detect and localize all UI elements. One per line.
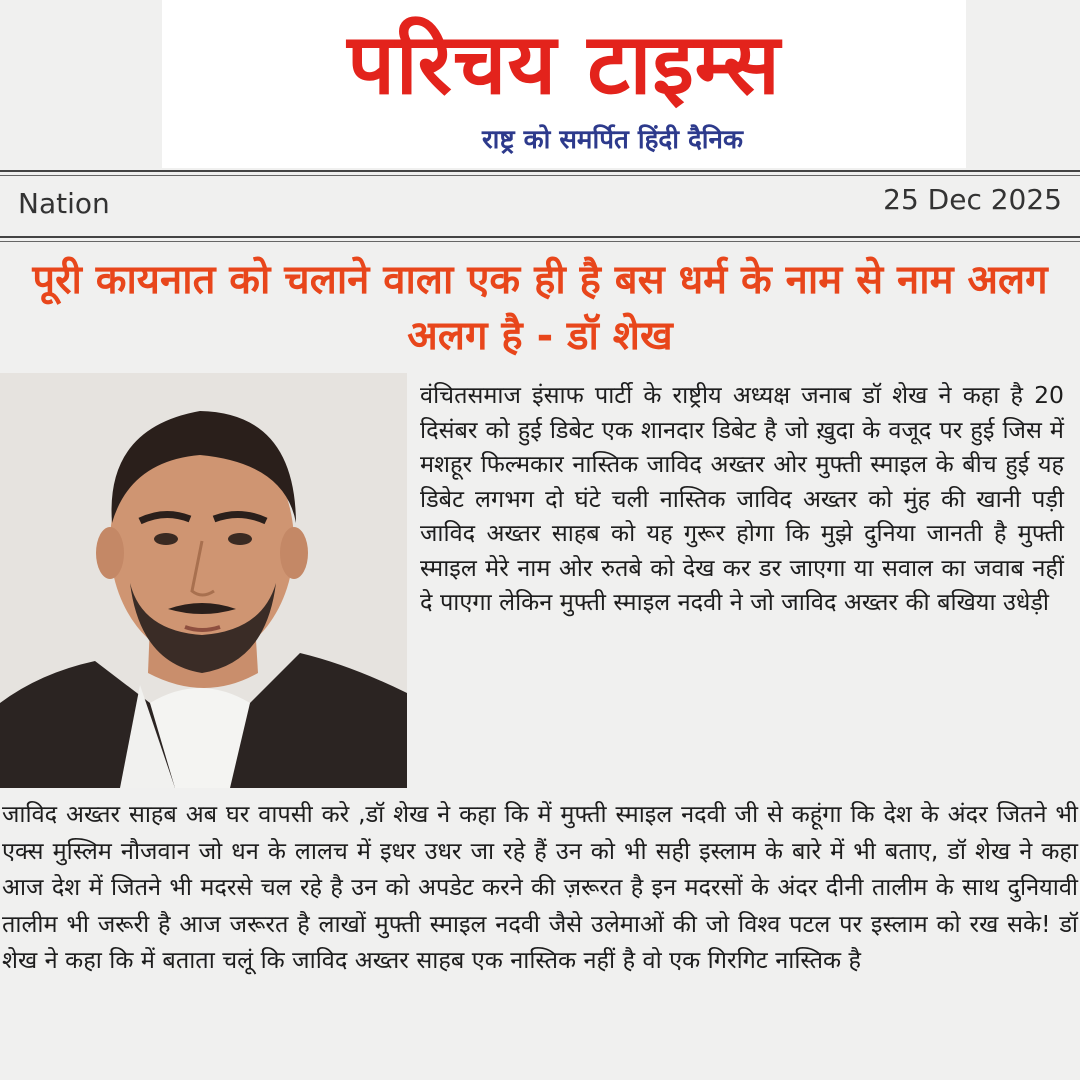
publish-date: 25 Dec 2025 [883,183,1062,216]
masthead-title: परिचय टाइम्स [347,15,781,113]
top-divider-inner [0,175,1080,176]
article-paragraph-1: वंचितसमाज इंसाफ पार्टी के राष्ट्रीय अध्यक्ष जनाब डॉ शेख ने कहा है 20 दिसंबर को हुई डिबेट एक शानदार डिबेट है जो ख़ुदा के वजूद पर हुई जिस में मशहूर फिल्मकार नास्तिक जाविद अख्तर ओर मुफ्ती स्माइल के बीच हुई यह डिबेट लगभग दो घंटे चली नास्तिक जाविद अख्तर को मुंह की खानी पड़ी जाविद अख्तर साहब को यह गुरूर होगा कि मुझे दुनिया जानती है मुफ्ती स्माइल मेरे नाम ओर रुतबे को देख कर डर जाएगा या सवाल का जवाब नहीं दे पाएगा लेकिन मुफ्ती स्माइल नदवी ने जो जाविद अख्तर की बखिया उधेड़ी [420,381,1064,616]
person-photo [0,373,407,788]
article-paragraph-2: जाविद अख्तर साहब अब घर वापसी करे ,डॉ शेख ने कहा कि में मुफ्ती स्माइल नदवी जी से कहूंगा कि देश के अंदर जितने भी एक्स मुस्लिम नौजवान जो धन के लालच में इधर उधर जा रहे हैं उन को भी सही इस्लाम के बारे में भी बताए, डॉ शेख ने कहा आज देश में जितने भी मदरसे चल रहे है उन को अपडेट करने की ज़रूरत है इन मदरसों के अंदर दीनी तालीम के साथ दुनियावी तालीम भी जरूरी है आज जरूरत है लाखों मुफ्ती स्माइल नदवी जैसे उलेमाओं की जो विश्व पटल पर इस्लाम को रख सके! डॉ शेख ने कहा कि में बताता चलूं कि जाविद अख्तर साहब एक नास्तिक नहीं है वो एक गिरगिट नास्तिक है [2,800,1078,974]
person-portrait-illustration [0,373,407,788]
masthead [162,0,966,168]
section-label: Nation [18,187,110,220]
bottom-divider [0,236,1080,238]
article-headline: पूरी कायनात को चलाने वाला एक ही है बस धर्म के नाम से नाम अलग अलग है - डॉ शेख [32,257,1048,359]
top-divider [0,170,1080,172]
masthead-tagline: राष्ट्र को समर्पित हिंदी दैनिक [482,125,743,155]
bottom-divider-inner [0,241,1080,242]
